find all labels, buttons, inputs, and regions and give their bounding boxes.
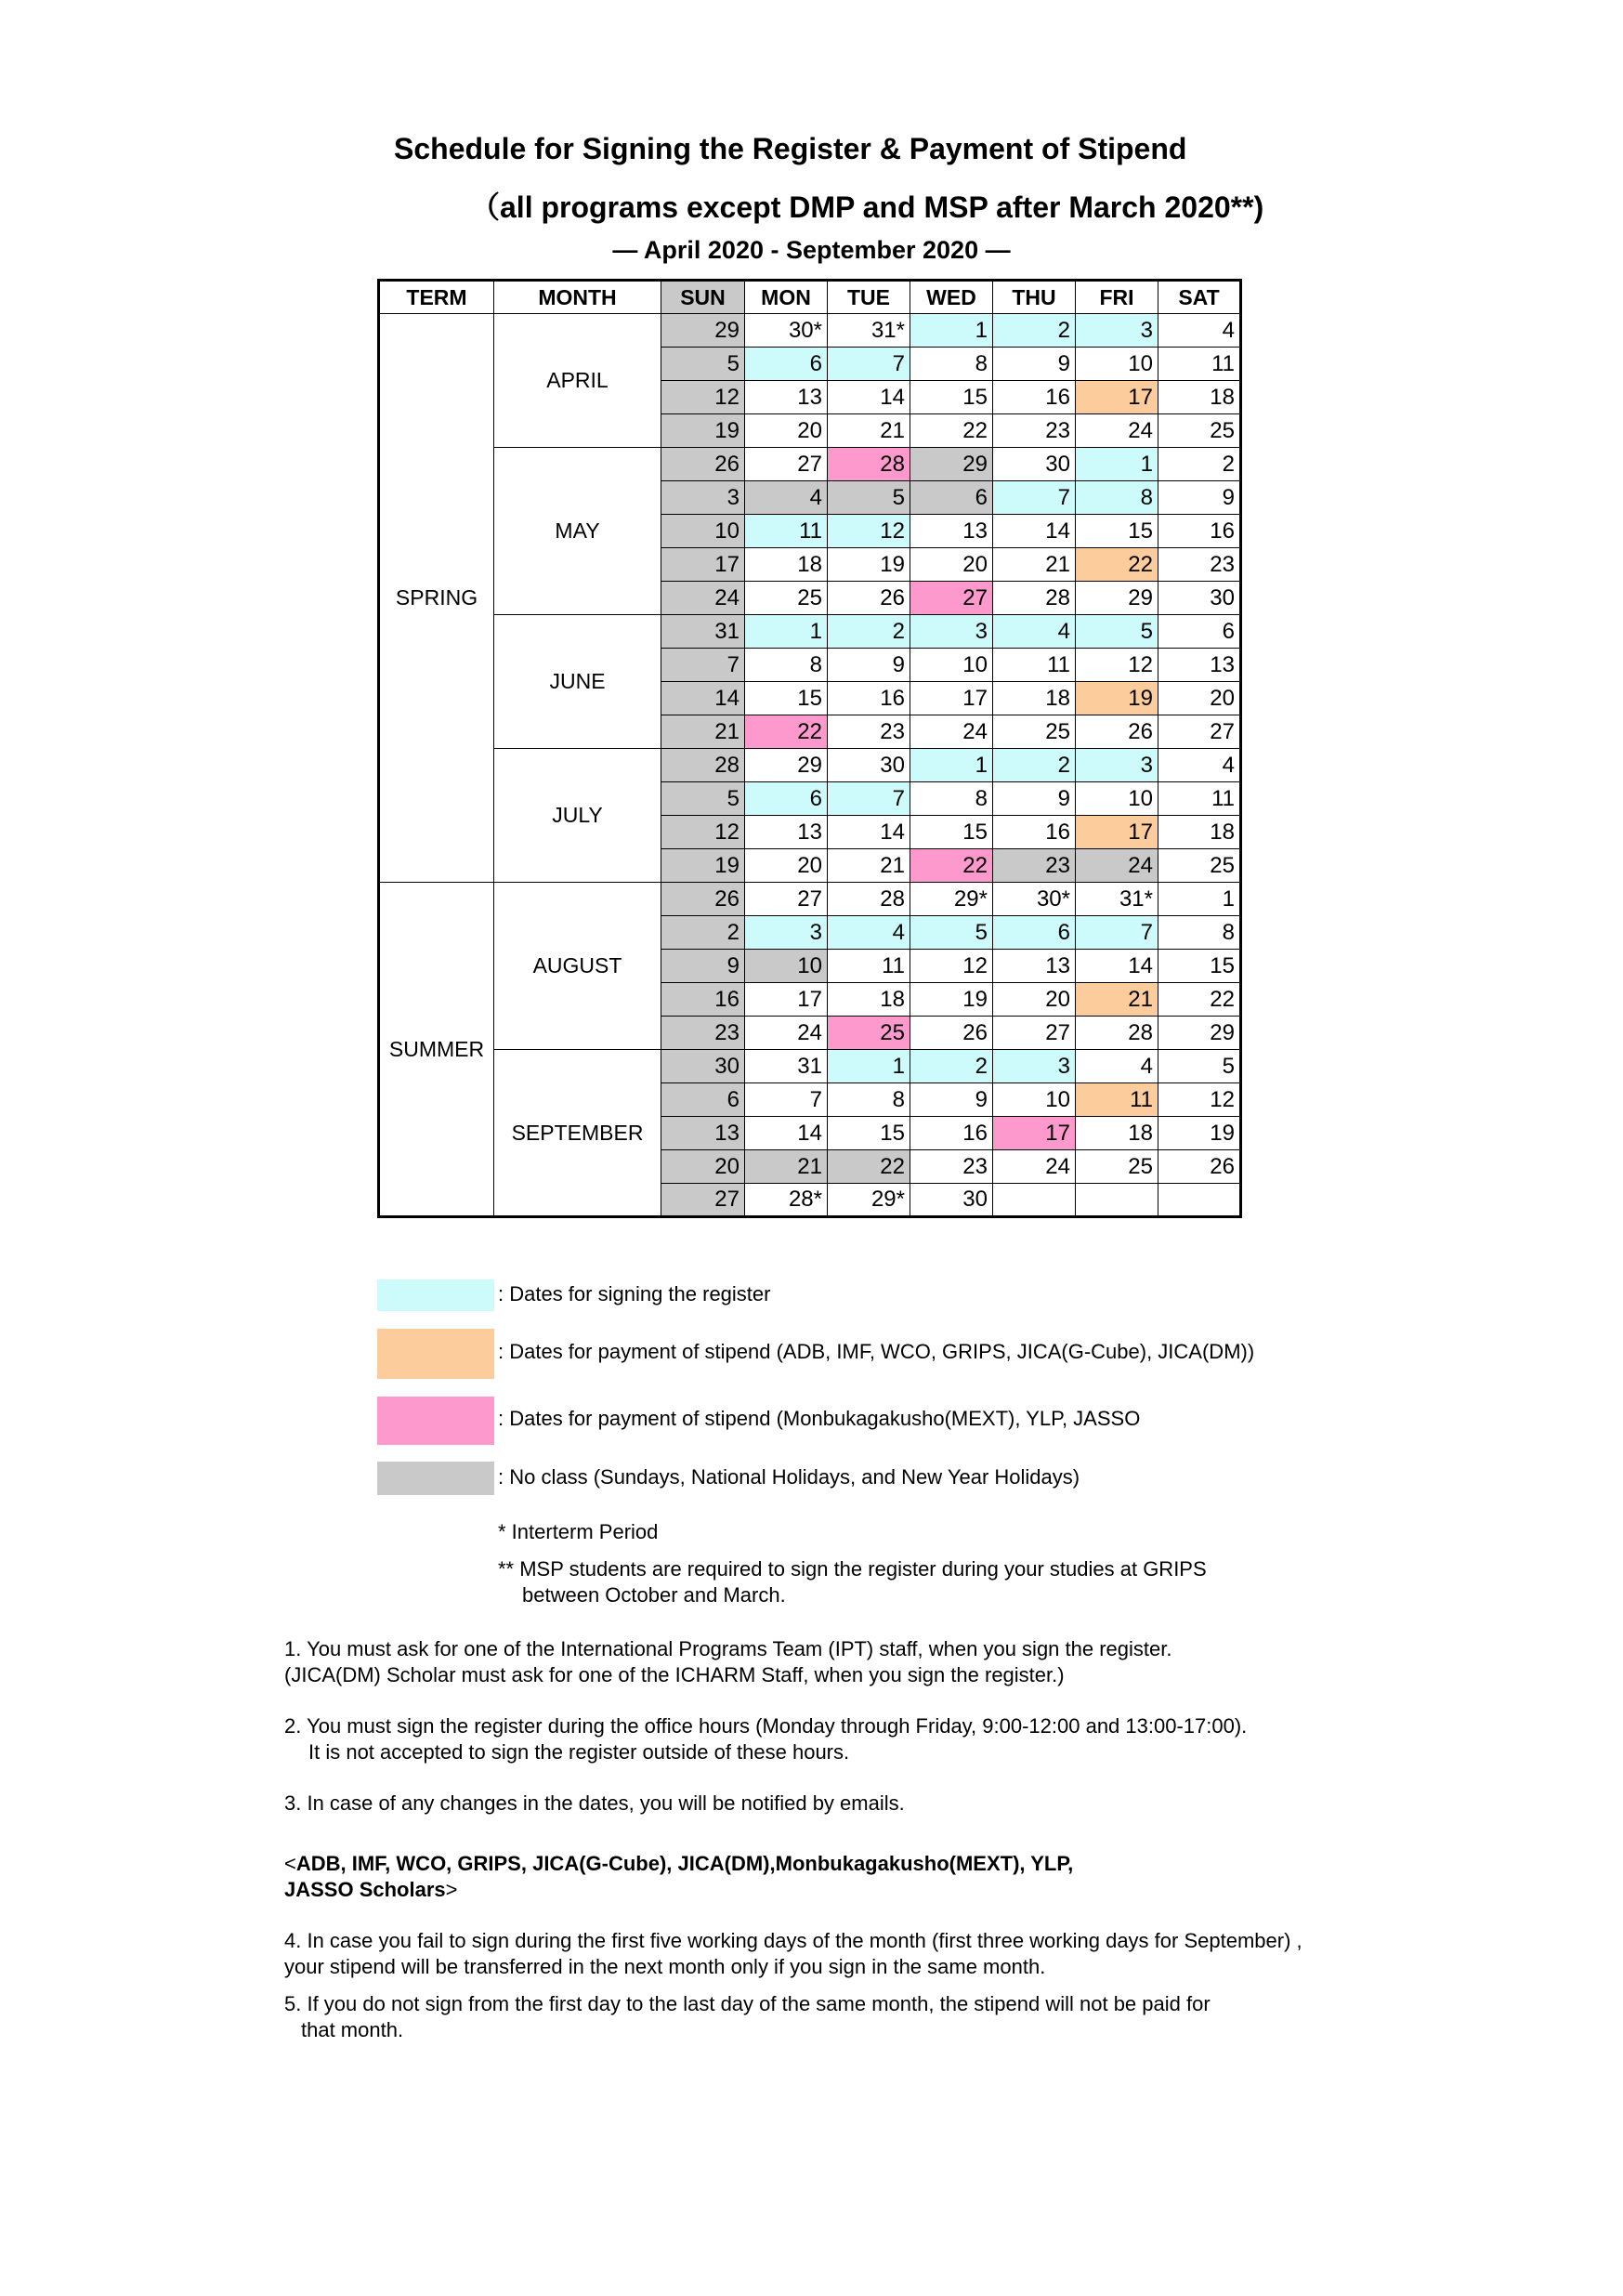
- day-cell-sat: 26: [1158, 1150, 1241, 1184]
- day-cell-mon: 20: [745, 414, 828, 448]
- day-cell-sat: 9: [1158, 481, 1241, 515]
- day-cell-tue: 1: [828, 1050, 910, 1083]
- day-cell-tue: 7: [828, 782, 910, 816]
- day-cell-mon: 8: [745, 649, 828, 682]
- day-cell-wed: 17: [910, 682, 993, 715]
- day-cell-mon: 7: [745, 1083, 828, 1117]
- day-cell-sun: 19: [661, 414, 745, 448]
- day-cell-sat: 8: [1158, 916, 1241, 950]
- day-cell-wed: 8: [910, 348, 993, 381]
- legend-swatch-register: [377, 1279, 494, 1311]
- day-cell-fri: 19: [1076, 682, 1158, 715]
- day-cell-tue: 9: [828, 649, 910, 682]
- day-cell-sun: 27: [661, 1184, 745, 1217]
- legend-stipend-b: : Dates for payment of stipend (Monbukagakusho(MEXT), YLP, JASSO: [498, 1407, 1141, 1430]
- day-cell-sun: 31: [661, 615, 745, 649]
- day-cell-wed: 3: [910, 615, 993, 649]
- day-cell-sun: 14: [661, 682, 745, 715]
- day-cell-sat: 16: [1158, 515, 1241, 548]
- day-cell-wed: 20: [910, 548, 993, 582]
- day-cell-tue: 31*: [828, 314, 910, 348]
- day-cell-mon: 27: [745, 448, 828, 481]
- footnote-interterm: * Interterm Period: [498, 1520, 659, 1543]
- day-cell-sun: 21: [661, 715, 745, 749]
- footnote-msp-line2: between October and March.: [522, 1583, 786, 1607]
- day-cell-sat: 27: [1158, 715, 1241, 749]
- day-cell-sun: 23: [661, 1017, 745, 1050]
- day-cell-wed: 8: [910, 782, 993, 816]
- day-cell-wed: 1: [910, 314, 993, 348]
- day-cell-sat: 22: [1158, 983, 1241, 1017]
- day-cell-thu: 25: [993, 715, 1076, 749]
- day-cell-sat: 11: [1158, 782, 1241, 816]
- day-cell-wed: 27: [910, 582, 993, 615]
- day-cell-wed: 12: [910, 950, 993, 983]
- day-cell-sun: 12: [661, 816, 745, 849]
- day-cell-wed: 30: [910, 1184, 993, 1217]
- day-cell-tue: 11: [828, 950, 910, 983]
- day-cell-sun: 5: [661, 348, 745, 381]
- month-label: MAY: [494, 448, 661, 615]
- day-cell-thu: 14: [993, 515, 1076, 548]
- month-label: JULY: [494, 749, 661, 883]
- day-cell-thu: 30: [993, 448, 1076, 481]
- day-cell-wed: 26: [910, 1017, 993, 1050]
- day-cell-sat: 5: [1158, 1050, 1241, 1083]
- day-cell-tue: 21: [828, 849, 910, 883]
- day-cell-fri: 29: [1076, 582, 1158, 615]
- day-cell-fri: 10: [1076, 348, 1158, 381]
- day-cell-thu: 2: [993, 314, 1076, 348]
- day-cell-mon: 1: [745, 615, 828, 649]
- col-header-month: MONTH: [494, 281, 661, 314]
- day-cell-mon: 14: [745, 1117, 828, 1150]
- day-cell-sat: 30: [1158, 582, 1241, 615]
- day-cell-mon: 24: [745, 1017, 828, 1050]
- note-1-line2: (JICA(DM) Scholar must ask for one of the ICHARM Staff, when you sign the register.): [284, 1663, 1065, 1686]
- day-cell-tue: 14: [828, 816, 910, 849]
- day-cell-sun: 19: [661, 849, 745, 883]
- day-cell-fri: 11: [1076, 1083, 1158, 1117]
- day-cell-fri: 14: [1076, 950, 1158, 983]
- day-cell-sat: 29: [1158, 1017, 1241, 1050]
- day-cell-sun: 17: [661, 548, 745, 582]
- day-cell-sun: 9: [661, 950, 745, 983]
- week-row: [379, 448, 1241, 481]
- note-2-line1: 2. You must sign the register during the office hours (Monday through Friday, 9:00-12:00 and 13:00-17:00).: [284, 1714, 1248, 1738]
- legend-stipend-a: : Dates for payment of stipend (ADB, IMF, WCO, GRIPS, JICA(G-Cube), JICA(DM)): [498, 1340, 1255, 1363]
- day-cell-sat: 25: [1158, 414, 1241, 448]
- day-cell-wed: 22: [910, 849, 993, 883]
- day-cell-thu: 9: [993, 348, 1076, 381]
- col-header-wed: WED: [910, 281, 993, 314]
- scholars-list-end: JASSO Scholars: [284, 1878, 446, 1901]
- day-cell-fri: 28: [1076, 1017, 1158, 1050]
- day-cell-thu: 11: [993, 649, 1076, 682]
- angle-close: >: [445, 1878, 458, 1901]
- day-cell-tue: 5: [828, 481, 910, 515]
- day-cell-fri: 4: [1076, 1050, 1158, 1083]
- day-cell-fri: 8: [1076, 481, 1158, 515]
- week-row: [379, 1050, 1241, 1083]
- day-cell-tue: 25: [828, 1017, 910, 1050]
- day-cell-sun: 30: [661, 1050, 745, 1083]
- day-cell-fri: 15: [1076, 515, 1158, 548]
- day-cell-fri: 3: [1076, 314, 1158, 348]
- note-5-line1: 5. If you do not sign from the first day to the last day of the same month, the stipend will not be paid for: [284, 1992, 1211, 2015]
- day-cell-sun: 16: [661, 983, 745, 1017]
- day-cell-sat: 25: [1158, 849, 1241, 883]
- legend-swatch-stipend-a: [377, 1329, 494, 1379]
- day-cell-tue: 15: [828, 1117, 910, 1150]
- day-cell-tue: 18: [828, 983, 910, 1017]
- angle-open: <: [284, 1852, 296, 1875]
- day-cell-thu: 6: [993, 916, 1076, 950]
- day-cell-mon: 20: [745, 849, 828, 883]
- day-cell-sun: 2: [661, 916, 745, 950]
- day-cell-tue: 23: [828, 715, 910, 749]
- day-cell-thu: 21: [993, 548, 1076, 582]
- day-cell-mon: 25: [745, 582, 828, 615]
- day-cell-wed: 16: [910, 1117, 993, 1150]
- day-cell-thu: 18: [993, 682, 1076, 715]
- day-cell-wed: 19: [910, 983, 993, 1017]
- day-cell-fri: 31*: [1076, 883, 1158, 916]
- day-cell-thu: 10: [993, 1083, 1076, 1117]
- day-cell-mon: 15: [745, 682, 828, 715]
- day-cell-wed: 29*: [910, 883, 993, 916]
- day-cell-fri: 7: [1076, 916, 1158, 950]
- day-cell-thu: 17: [993, 1117, 1076, 1150]
- day-cell-mon: 29: [745, 749, 828, 782]
- day-cell-mon: 13: [745, 816, 828, 849]
- day-cell-fri: 18: [1076, 1117, 1158, 1150]
- col-header-sun: SUN: [661, 281, 745, 314]
- month-label: SEPTEMBER: [494, 1050, 661, 1217]
- day-cell-thu: 23: [993, 849, 1076, 883]
- term-label: SUMMER: [379, 883, 494, 1217]
- day-cell-wed: 23: [910, 1150, 993, 1184]
- day-cell-sat: [1158, 1184, 1241, 1217]
- day-cell-mon: 4: [745, 481, 828, 515]
- day-cell-mon: 31: [745, 1050, 828, 1083]
- day-cell-mon: 28*: [745, 1184, 828, 1217]
- day-cell-sat: 20: [1158, 682, 1241, 715]
- day-cell-tue: 16: [828, 682, 910, 715]
- day-cell-thu: 20: [993, 983, 1076, 1017]
- month-label: JUNE: [494, 615, 661, 749]
- day-cell-thu: [993, 1184, 1076, 1217]
- week-row: [379, 749, 1241, 782]
- day-cell-mon: 17: [745, 983, 828, 1017]
- day-cell-sat: 15: [1158, 950, 1241, 983]
- scholars-heading-line2: [284, 1878, 458, 1902]
- day-cell-fri: 3: [1076, 749, 1158, 782]
- legend-swatch-no-class: [377, 1462, 494, 1495]
- day-cell-thu: 4: [993, 615, 1076, 649]
- day-cell-tue: 12: [828, 515, 910, 548]
- col-header-fri: FRI: [1076, 281, 1158, 314]
- note-4-line1: 4. In case you fail to sign during the first five working days of the month (first three working days for September) ,: [284, 1929, 1302, 1952]
- legend-register: : Dates for signing the register: [498, 1282, 771, 1305]
- day-cell-mon: 3: [745, 916, 828, 950]
- day-cell-thu: 9: [993, 782, 1076, 816]
- scholars-heading-line1: [284, 1852, 1073, 1876]
- day-cell-wed: 1: [910, 749, 993, 782]
- day-cell-fri: 21: [1076, 983, 1158, 1017]
- day-cell-sun: 26: [661, 448, 745, 481]
- day-cell-tue: 14: [828, 381, 910, 414]
- day-cell-fri: 17: [1076, 381, 1158, 414]
- week-row: [379, 883, 1241, 916]
- day-cell-mon: 10: [745, 950, 828, 983]
- day-cell-sun: 12: [661, 381, 745, 414]
- day-cell-sat: 18: [1158, 381, 1241, 414]
- day-cell-tue: 22: [828, 1150, 910, 1184]
- day-cell-wed: 15: [910, 381, 993, 414]
- day-cell-sat: 4: [1158, 749, 1241, 782]
- day-cell-fri: 10: [1076, 782, 1158, 816]
- day-cell-fri: 22: [1076, 548, 1158, 582]
- day-cell-sun: 29: [661, 314, 745, 348]
- day-cell-sat: 12: [1158, 1083, 1241, 1117]
- note-3: 3. In case of any changes in the dates, you will be notified by emails.: [284, 1791, 905, 1815]
- day-cell-sun: 10: [661, 515, 745, 548]
- day-cell-mon: 30*: [745, 314, 828, 348]
- col-header-sat: SAT: [1158, 281, 1241, 314]
- day-cell-fri: 24: [1076, 849, 1158, 883]
- day-cell-sat: 6: [1158, 615, 1241, 649]
- page-title: Schedule for Signing the Register & Payment of Stipend: [394, 132, 1187, 165]
- day-cell-sat: 2: [1158, 448, 1241, 481]
- day-cell-wed: 10: [910, 649, 993, 682]
- day-cell-thu: 23: [993, 414, 1076, 448]
- day-cell-sat: 19: [1158, 1117, 1241, 1150]
- day-cell-thu: 3: [993, 1050, 1076, 1083]
- day-cell-tue: 28: [828, 883, 910, 916]
- note-4-line2: your stipend will be transferred in the next month only if you sign in the same month.: [284, 1955, 1046, 1978]
- day-cell-wed: 22: [910, 414, 993, 448]
- table-header-row: [379, 281, 1241, 314]
- day-cell-thu: 16: [993, 381, 1076, 414]
- day-cell-wed: 9: [910, 1083, 993, 1117]
- col-header-tue: TUE: [828, 281, 910, 314]
- day-cell-fri: 26: [1076, 715, 1158, 749]
- day-cell-mon: 6: [745, 348, 828, 381]
- day-cell-mon: 13: [745, 381, 828, 414]
- day-cell-tue: 8: [828, 1083, 910, 1117]
- day-cell-sun: 3: [661, 481, 745, 515]
- day-cell-mon: 27: [745, 883, 828, 916]
- day-cell-thu: 30*: [993, 883, 1076, 916]
- day-cell-fri: 17: [1076, 816, 1158, 849]
- day-cell-thu: 28: [993, 582, 1076, 615]
- page-subtitle: （all programs except DMP and MSP after March 2020**): [470, 190, 1264, 224]
- day-cell-wed: 5: [910, 916, 993, 950]
- day-cell-mon: 11: [745, 515, 828, 548]
- term-label: SPRING: [379, 314, 494, 883]
- day-cell-sat: 23: [1158, 548, 1241, 582]
- schedule-table: [377, 279, 1242, 1218]
- day-cell-mon: 6: [745, 782, 828, 816]
- day-cell-thu: 27: [993, 1017, 1076, 1050]
- week-row: [379, 314, 1241, 348]
- day-cell-thu: 2: [993, 749, 1076, 782]
- day-cell-sat: 18: [1158, 816, 1241, 849]
- day-cell-sun: 24: [661, 582, 745, 615]
- day-cell-wed: 15: [910, 816, 993, 849]
- month-label: AUGUST: [494, 883, 661, 1050]
- day-cell-thu: 24: [993, 1150, 1076, 1184]
- day-cell-sun: 7: [661, 649, 745, 682]
- day-cell-tue: 2: [828, 615, 910, 649]
- day-cell-mon: 18: [745, 548, 828, 582]
- scholars-list: ADB, IMF, WCO, GRIPS, JICA(G-Cube), JICA(DM),Monbukagakusho(MEXT), YLP,: [295, 1852, 1074, 1875]
- day-cell-mon: 21: [745, 1150, 828, 1184]
- day-cell-fri: 24: [1076, 414, 1158, 448]
- day-cell-sun: 6: [661, 1083, 745, 1117]
- day-cell-sun: 13: [661, 1117, 745, 1150]
- day-cell-tue: 7: [828, 348, 910, 381]
- day-cell-fri: 1: [1076, 448, 1158, 481]
- col-header-term: TERM: [379, 281, 494, 314]
- day-cell-fri: [1076, 1184, 1158, 1217]
- day-cell-sat: 11: [1158, 348, 1241, 381]
- day-cell-wed: 29: [910, 448, 993, 481]
- day-cell-mon: 22: [745, 715, 828, 749]
- note-2-line2: It is not accepted to sign the register outside of these hours.: [308, 1740, 850, 1764]
- day-cell-wed: 24: [910, 715, 993, 749]
- day-cell-thu: 7: [993, 481, 1076, 515]
- day-cell-tue: 19: [828, 548, 910, 582]
- day-cell-tue: 30: [828, 749, 910, 782]
- day-cell-tue: 4: [828, 916, 910, 950]
- schedule-table-body: [379, 314, 1241, 1217]
- day-cell-tue: 26: [828, 582, 910, 615]
- note-1-line1: 1. You must ask for one of the International Programs Team (IPT) staff, when you sign the register.: [284, 1637, 1172, 1660]
- footnote-msp-line1: ** MSP students are required to sign the register during your studies at GRIPS: [498, 1557, 1207, 1581]
- legend-swatch-stipend-b: [377, 1397, 494, 1445]
- week-row: [379, 615, 1241, 649]
- day-cell-sun: 26: [661, 883, 745, 916]
- period-label: — April 2020 - September 2020 —: [612, 236, 1011, 264]
- day-cell-fri: 5: [1076, 615, 1158, 649]
- note-5-line2: that month.: [301, 2018, 404, 2041]
- day-cell-sun: 28: [661, 749, 745, 782]
- day-cell-sun: 20: [661, 1150, 745, 1184]
- day-cell-sat: 4: [1158, 314, 1241, 348]
- col-header-mon: MON: [745, 281, 828, 314]
- legend-no-class: : No class (Sundays, National Holidays, and New Year Holidays): [498, 1465, 1080, 1489]
- day-cell-tue: 28: [828, 448, 910, 481]
- day-cell-wed: 6: [910, 481, 993, 515]
- day-cell-fri: 12: [1076, 649, 1158, 682]
- day-cell-thu: 13: [993, 950, 1076, 983]
- day-cell-tue: 21: [828, 414, 910, 448]
- day-cell-sat: 13: [1158, 649, 1241, 682]
- day-cell-tue: 29*: [828, 1184, 910, 1217]
- day-cell-sun: 5: [661, 782, 745, 816]
- day-cell-wed: 13: [910, 515, 993, 548]
- day-cell-sat: 1: [1158, 883, 1241, 916]
- month-label: APRIL: [494, 314, 661, 448]
- col-header-thu: THU: [993, 281, 1076, 314]
- day-cell-wed: 2: [910, 1050, 993, 1083]
- day-cell-fri: 25: [1076, 1150, 1158, 1184]
- day-cell-thu: 16: [993, 816, 1076, 849]
